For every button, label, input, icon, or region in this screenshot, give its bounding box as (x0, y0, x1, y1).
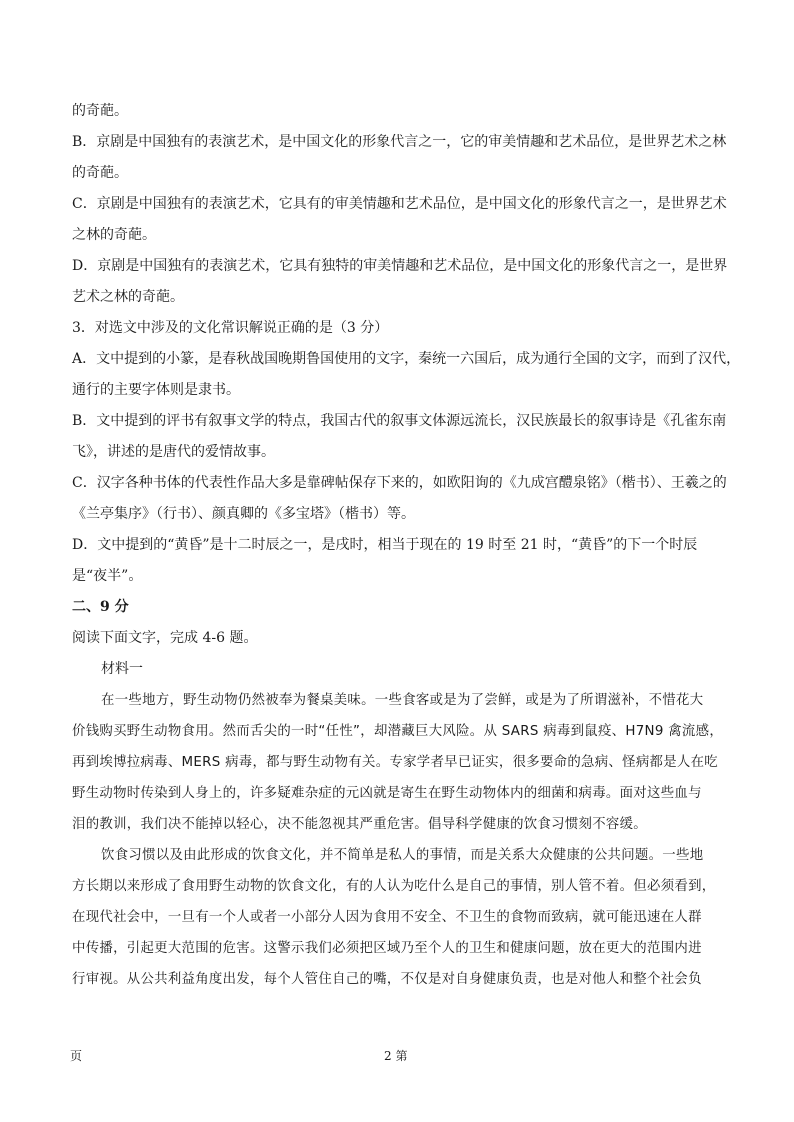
paragraph-line: 再到埃博拉病毒、MERS 病毒，都与野生动物有关。专家学者早已证实，很多要命的急病、怪病都是人在吃 (72, 755, 718, 770)
paragraph-line: 在一些地方，野生动物仍然被奉为餐桌美味。一些食客或是为了尝鲜，或是为了所谓滋补，不惜花大 (101, 693, 704, 708)
text-line: 的奇葩。 (72, 165, 128, 181)
footer-left-text: 页 (70, 1049, 83, 1063)
text-line: 飞》，讲述的是唐代的爱情故事。 (72, 444, 275, 460)
material-label: 材料一 (101, 661, 143, 677)
q3-option-a: A．文中提到的小篆，是春秋战国晚期鲁国使用的文字，秦统一六国后，成为通行全国的文字，而到了汉代， (72, 351, 741, 367)
q3-option-b: B．文中提到的评书有叙事文学的特点，我国古代的叙事文体源远流长，汉民族最长的叙事诗是《孔雀东南 (72, 413, 727, 429)
paragraph-line: 行审视。从公共利益角度出发，每个人管住自己的嘴，不仅是对自身健康负责，也是对他人和整个社会负 (72, 972, 702, 987)
page-number: 2 第 (384, 1049, 408, 1063)
option-d-text: D．京剧是中国独有的表演艺术，它具有独特的审美情趣和艺术品位，是中国文化的形象代言之一，是世界 (72, 258, 728, 274)
text-line: 《兰亭集序》（行书）、颜真卿的《多宝塔》（楷书）等。 (72, 506, 415, 522)
text-line: 的奇葩。 (72, 103, 128, 119)
paragraph-line: 饮食习惯以及由此形成的饮食文化，并不简单是私人的事情，而是关系大众健康的公共问题。一些地 (101, 848, 704, 863)
paragraph-line: 泪的教训，我们决不能掉以轻心，决不能忽视其严重危害。倡导科学健康的饮食习惯刻不容缓。 (72, 817, 648, 832)
paragraph-line: 价钱购买野生动物食用。然而舌尖的一时“任性”，却潜藏巨大风险。从 SARS 病毒到鼠疫、H7N9 禽流感， (72, 724, 724, 739)
q3-option-c: C．汉字各种书体的代表性作品大多是靠碑帖保存下来的，如欧阳询的《九成宫醴泉铭》（楷书）、王羲之的 (72, 475, 727, 491)
paragraph-line: 中传播，引起更大范围的危害。这警示我们必须把区域乃至个人的卫生和健康问题，放在更大的范围内进 (72, 941, 702, 956)
section-instruction: 阅读下面文字，完成 4-6 题。 (72, 630, 258, 646)
section-heading: 二、9 分 (72, 599, 129, 615)
paragraph-line: 在现代社会中，一旦有一个人或者一小部分人因为食用不安全、不卫生的食物而致病，就可能迅速在人群 (72, 910, 702, 925)
page-footer (0, 1047, 794, 1067)
paragraph-line: 方长期以来形成了食用野生动物的饮食文化，有的人认为吃什么是自己的事情，别人管不着。但必须看到， (72, 879, 716, 894)
document-page (72, 96, 741, 995)
paragraph-line: 野生动物时传染到人身上的，许多疑难杂症的元凶就是寄生在野生动物体内的细菌和病毒。面对这些血与 (72, 786, 702, 801)
option-b-text: B．京剧是中国独有的表演艺术，是中国文化的形象代言之一，它的审美情趣和艺术品位，是世界艺术之林 (72, 134, 727, 150)
option-c-text: C．京剧是中国独有的表演艺术，它具有的审美情趣和艺术品位，是中国文化的形象代言之一，是世界艺术 (72, 196, 727, 212)
text-line: 是“夜半”。 (72, 568, 143, 584)
question-3: 3．对选文中涉及的文化常识解说正确的是（3 分） (72, 320, 389, 336)
q3-option-d: D．文中提到的“黄昏”是十二时辰之一，是戌时，相当于现在的 19 时至 21 时，“黄昏”的下一个时辰 (72, 537, 698, 553)
text-line: 通行的主要字体则是隶书。 (72, 382, 240, 398)
text-line: 之林的奇葩。 (72, 227, 156, 243)
text-line: 艺术之林的奇葩。 (72, 289, 184, 305)
